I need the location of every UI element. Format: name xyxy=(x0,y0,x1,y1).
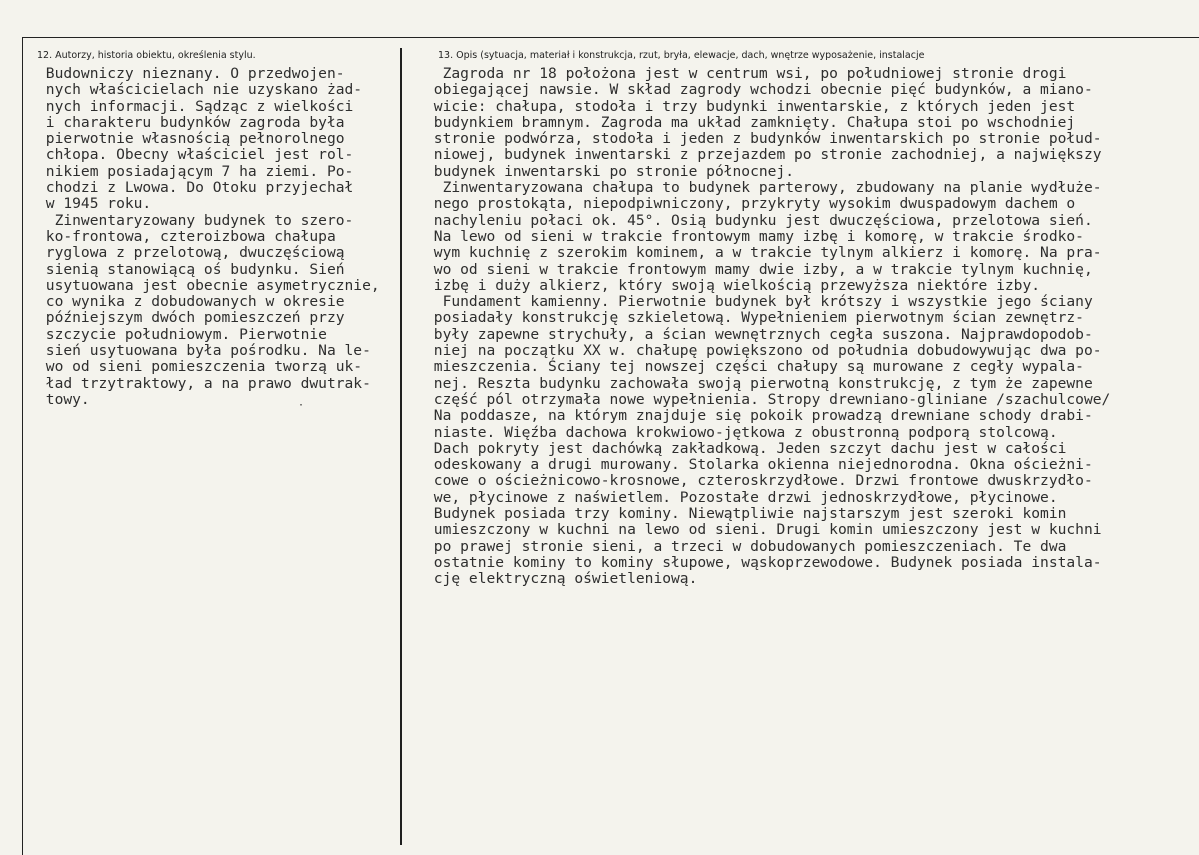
text-line: Fundament kamienny. Pierwotnie budynek był krótszy i wszystkie jego ściany xyxy=(425,293,1093,311)
text-line: Budowniczy nieznany. O przedwojen- xyxy=(37,65,345,82)
text-line: ko-frontowa, czteroizbowa chałupa xyxy=(37,227,336,245)
text-line: niowej, budynek inwentarski z przejazdem po stronie zachodniej, a największy xyxy=(425,146,1102,164)
text-line: nej. Reszta budynku zachowała swoją pierwotną konstrukcję, z tym że zapewne xyxy=(425,374,1093,392)
text-line: chodzi z Lwowa. Do Otoku przyjechał xyxy=(37,179,354,197)
text-line: we, płycinowe z naświetlem. Pozostałe drzwi jednoskrzydłowe, płycinowe. xyxy=(425,488,1058,506)
text-line: Na poddasze, na którym znajduje się pokoik prowadzą drewniane schody drabi- xyxy=(425,407,1093,425)
text-line: cję elektryczną oświetleniową. xyxy=(425,570,698,588)
text-line: niaste. Więźba dachowa krokwiowo-jętkowa z obustronną podporą stolcową. xyxy=(425,423,1058,441)
text-line: Na lewo od sieni w trakcie frontowym mamy izbę i komorę, w trakcie środko- xyxy=(425,227,1084,245)
text-line: Zagroda nr 18 położona jest w centrum wsi, po południowej stronie drogi xyxy=(425,65,1067,82)
text-line: obiegającej nawsie. W skład zagrody wchodzi obecnie pięć budynków, a miano- xyxy=(425,81,1093,99)
text-line: niej na początku XX w. chałupę powiększono od południa dobudowywując dwa po- xyxy=(425,342,1102,360)
text-line: nych właścicielach nie uzyskano żad- xyxy=(37,81,363,99)
column-divider xyxy=(400,48,402,845)
text-line: wo od sieni pomieszczenia tworzą uk- xyxy=(37,358,363,376)
right-column-text xyxy=(425,66,1199,588)
text-line: Zinwentaryzowany budynek to szero- xyxy=(37,211,354,229)
text-line: sień usytuowana była pośrodku. Na le- xyxy=(37,342,371,360)
frame-left-border xyxy=(22,37,23,855)
text-line: nikiem posiadającym 7 ha ziemi. Po- xyxy=(37,162,354,180)
text-line: stronie podwórza, stodoła i jeden z budynków inwentarskich po stronie połud- xyxy=(425,130,1102,148)
text-line: były zapewne strychuły, a ścian wewnętrznych cegła suszona. Najprawdopodob- xyxy=(425,325,1093,343)
left-column-text xyxy=(37,66,399,408)
text-line: w 1945 roku. xyxy=(37,195,152,213)
text-line: co wynika z dobudowanych w okresie xyxy=(37,293,345,311)
text-line: ostatnie kominy to kominy słupowe, wąskoprzewodowe. Budynek posiada instala- xyxy=(425,553,1102,571)
text-line: wym kuchnię z szerokim kominem, a w trakcie tylnym alkierz i komorę. Na pra- xyxy=(425,244,1102,262)
right-section-heading: 13. Opis (sytuacja, materiał i konstrukcja, rzut, bryła, elewacje, dach, wnętrze wyposażenie, instalacje xyxy=(438,50,925,61)
text-line: Dach pokryty jest dachówką zakładkową. Jeden szczyt dachu jest w całości xyxy=(425,439,1067,457)
text-line: ład trzytraktowy, a na prawo dwutrak- xyxy=(37,374,371,392)
text-line: nego prostokąta, niepodpiwniczony, przykryty wysokim dwuspadowym dachem o xyxy=(425,195,1076,213)
left-section-heading: 12. Autorzy, historia obiektu, określenia stylu. xyxy=(37,50,256,61)
text-line: i charakteru budynków zagroda była xyxy=(37,113,345,131)
text-line: nych informacji. Sądząc z wielkości xyxy=(37,97,354,115)
text-line: budynkiem bramnym. Zagroda ma układ zamknięty. Chałupa stoi po wschodniej xyxy=(425,113,1076,131)
text-line: umieszczony w kuchni na lewo od sieni. Drugi komin umieszczony jest w kuchni xyxy=(425,521,1102,539)
text-line: szczycie południowym. Pierwotnie xyxy=(37,325,327,343)
text-line: późniejszym dwóch pomieszczeń przy xyxy=(37,309,345,327)
text-line: cowe o ościeżnicowo-krosnowe, czteroskrzydłowe. Drzwi frontowe dwuskrzydło- xyxy=(425,472,1093,490)
text-line: Budynek posiada trzy kominy. Niewątpliwie najstarszym jest szeroki komin xyxy=(425,505,1067,523)
text-line: budynek inwentarski po stronie północnej. xyxy=(425,162,795,180)
text-line: posiadały konstrukcję szkieletową. Wypełnieniem pierwotnym ścian zewnętrz- xyxy=(425,309,1084,327)
text-line: Zinwentaryzowana chałupa to budynek parterowy, zbudowany na planie wydłuże- xyxy=(425,179,1102,197)
text-line: ryglowa z przelotową, dwuczęściową xyxy=(37,244,345,262)
text-line: chłopa. Obecny właściciel jest rol- xyxy=(37,146,354,164)
text-line: wo od sieni w trakcie frontowym mamy dwie izby, a w trakcie tylnym kuchnię, xyxy=(425,260,1093,278)
text-line: izbę i duży alkierz, który swoją wielkością przewyższa niektóre izby. xyxy=(425,276,1041,294)
text-line: wicie: chałupa, stodoła i trzy budynki inwentarskie, z których jeden jest xyxy=(425,97,1076,115)
text-line: pierwotnie własnością pełnorolnego xyxy=(37,130,345,148)
text-line: usytuowana jest obecnie asymetrycznie, xyxy=(37,276,380,294)
frame-top-border xyxy=(22,37,1199,38)
stray-dot-mark: · xyxy=(298,400,305,411)
text-line: część pól otrzymała nowe wypełnienia. Stropy drewniano-gliniane /szachulcowe/ xyxy=(425,390,1111,408)
text-line: sienią stanowiącą oś budynku. Sień xyxy=(37,260,345,278)
text-line: odeskowany a drugi murowany. Stolarka okienna niejednorodna. Okna ościeżni- xyxy=(425,456,1093,474)
text-line: towy. xyxy=(37,390,90,408)
text-line: nachyleniu połaci ok. 45°. Osią budynku jest dwuczęściowa, przelotowa sień. xyxy=(425,211,1093,229)
text-line: po prawej stronie sieni, a trzeci w dobudowanych pomieszczeniach. Te dwa xyxy=(425,537,1067,555)
text-line: mieszczenia. Ściany tej nowszej części chałupy są murowane z cegły wypala- xyxy=(425,358,1084,376)
